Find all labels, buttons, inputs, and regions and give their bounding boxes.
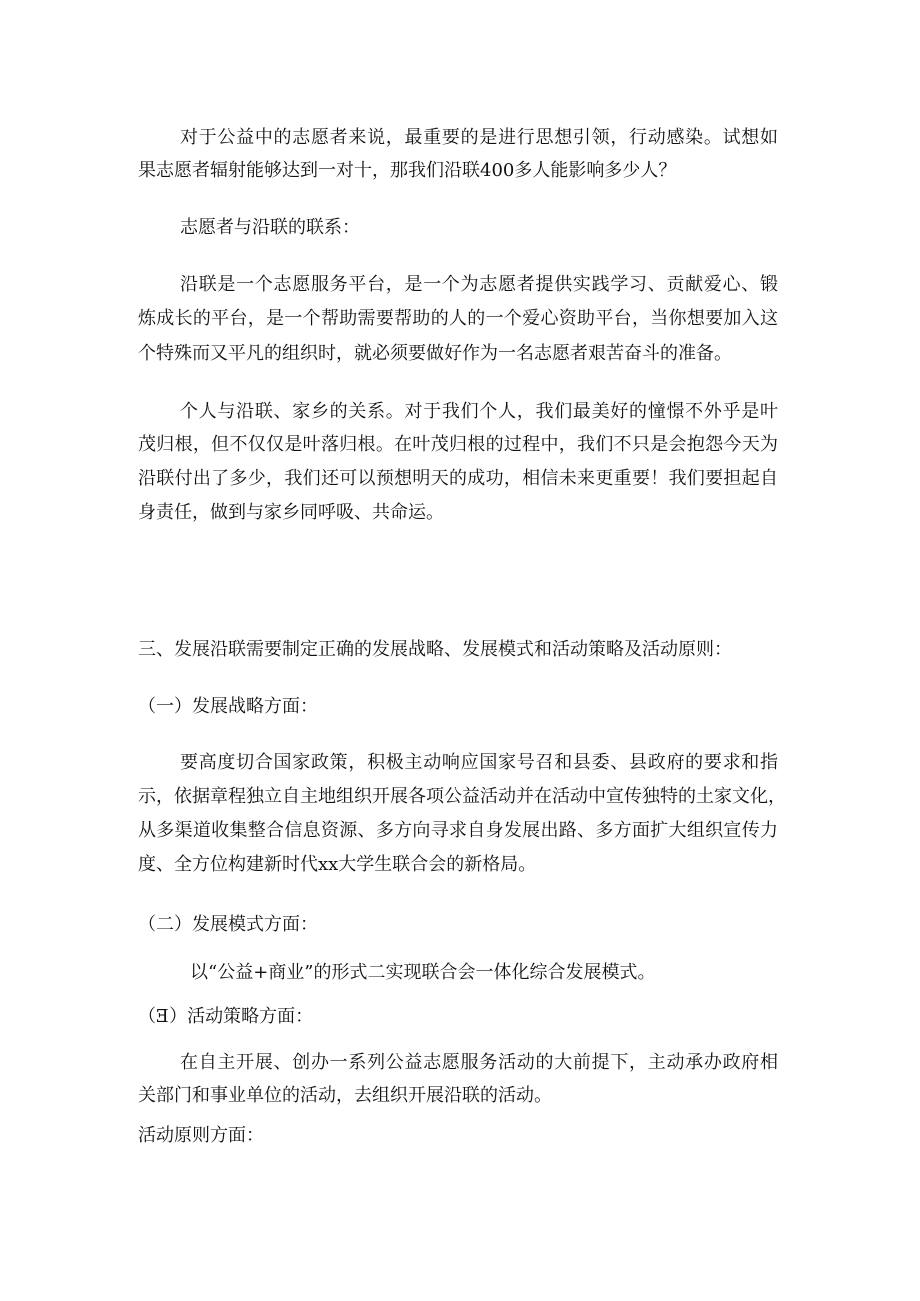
- paragraph-4-line-3: 沿联付出了多少，我们还可以预想明天的成功，相信未来更重要！我们要担起自: [138, 468, 778, 489]
- paragraph-1-line-1: 对于公益中的志愿者来说，最重要的是进行思想引领，行动感染。试想如: [180, 127, 778, 148]
- subsection-3-line-1: 在自主开展、创办一系列公益志愿服务活动的大前提下，主动承办政府相: [180, 1052, 778, 1073]
- subsection-1-heading: （一）发展战略方面：: [138, 696, 318, 717]
- subsection-3-heading: （Ǝ）活动策略方面：: [138, 1006, 314, 1027]
- subsection-1-line-2: 示，依据章程独立自主地组织开展各项公益活动并在活动中宣传独特的土家文化，: [138, 786, 786, 807]
- paragraph-3-line-3: 个特殊而又平凡的组织时，就必须要做好作为一名志愿者艰苦奋斗的准备。: [138, 343, 732, 364]
- subsection-4-heading: 活动原则方面：: [138, 1125, 264, 1146]
- subsection-2-heading: （二）发展模式方面：: [138, 914, 318, 935]
- paragraph-3-line-2: 炼成长的平台，是一个帮助需要帮助的人的一个爱心资助平台，当你想要加入这: [138, 308, 778, 329]
- subsection-1-line-3: 从多渠道收集整合信息资源、多方向寻求自身发展出路、多方面扩大组织宣传力: [138, 820, 778, 841]
- subsection-2-line-1: 以“公益+商业”的形式二实现联合会一体化综合发展模式。: [190, 962, 656, 983]
- paragraph-4-line-1: 个人与沿联、家乡的关系。对于我们个人，我们最美好的憧憬不外乎是叶: [180, 401, 778, 422]
- paragraph-4-line-4: 身责任，做到与家乡同呼吸、共命运。: [138, 502, 444, 523]
- section-3-heading: 三、发展沿联需要制定正确的发展战略、发展模式和活动策略及活动原则：: [138, 639, 732, 660]
- paragraph-4-line-2: 茂归根，但不仅仅是叶落归根。在叶茂归根的过程中，我们不只是会抱怨今天为: [138, 434, 778, 455]
- subsection-1-line-4: 度、全方位构建新时代xx大学生联合会的新格局。: [138, 854, 537, 875]
- paragraph-3-line-1: 沿联是一个志愿服务平台，是一个为志愿者提供实践学习、贡献爱心、锻: [180, 274, 778, 295]
- paragraph-1-line-2: 果志愿者辐射能够达到一对十，那我们沿联400多人能影响多少人？: [138, 160, 677, 181]
- subsection-1-line-1: 要高度切合国家政策，积极主动响应国家号召和县委、县政府的要求和指: [180, 752, 778, 773]
- paragraph-2-line-1: 志愿者与沿联的联系：: [180, 217, 360, 238]
- subsection-3-line-2: 关部门和事业单位的活动，去组织开展沿联的活动。: [138, 1085, 552, 1106]
